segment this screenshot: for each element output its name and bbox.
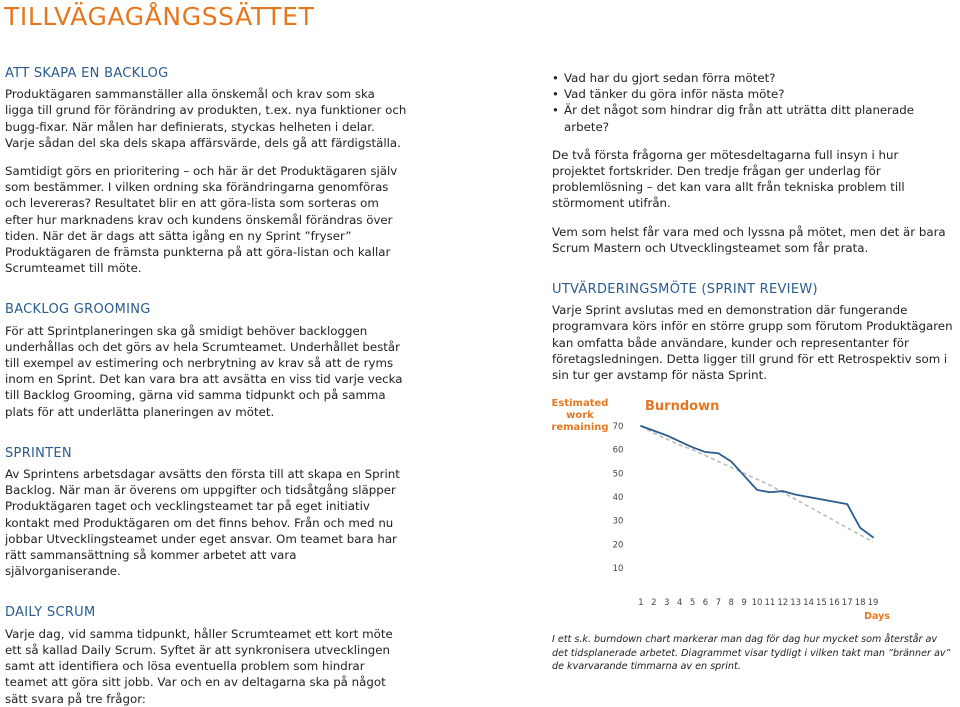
x-tick-label: 9 (741, 598, 747, 608)
y-tick-label: 10 (612, 564, 624, 574)
y-tick-label: 50 (612, 469, 624, 480)
sprinten-paragraph: Av Sprintens arbetsdagar avsätts den första till att skapa en Sprint Backlog. När man är överens om uppgifter och tidsåtgång släpper Produktägaren taget och vecklingsteamet tar på eget initiativ kontakt med Produktägaren om det finns behov. Från och med nu jobbar Utvecklingsteamet under eget ansvar. Om teamet bara har rätt sammansättning så kommer arbetet att vara självorganiserande. (5, 467, 400, 579)
y-tick-label: 30 (612, 516, 624, 527)
section-heading-review: UTVÄRDERINGSMÖTE (SPRINT REVIEW) (552, 282, 818, 298)
backlog-paragraph-1: Produktägaren sammanställer alla önskemål och krav som ska ligga till grund för förändring av produkten, t.ex. nya funktioner och bugg-fixar. När målen har definierats, styckas helheten i delar. Varje sådan del ska dels skapa affärsvärde, dels gå att färdigställa. (5, 87, 407, 150)
x-tick-label: 3 (664, 598, 670, 608)
section-heading-sprinten: SPRINTEN (5, 445, 72, 461)
y-axis-label: Estimated (551, 398, 609, 409)
x-tick-label: 14 (803, 598, 814, 608)
chart-caption: I ett s.k. burndown chart markerar man dag för dag hur mycket som återstår av det tidsplanerade arbetet. Diagrammet visar tydligt i vilken takt man ”bränner av” de kvarvarande timmarna av en sprint. (552, 634, 951, 672)
y-axis-label: remaining (551, 422, 609, 433)
burndown-chart-svg (550, 390, 955, 630)
x-tick-label: 7 (715, 598, 722, 608)
question-item: • Vad har du gjort sedan förra mötet? (552, 70, 954, 86)
page-title: TILLVÄGAGÅNGSSÄTTET (4, 2, 315, 31)
backlog-paragraph-2: Samtidigt görs en prioritering – och här är det Produktägaren själv som bestämmer. I vilken ordning ska förändringarna genomföras och levereras? Resultatet blir en att göra-lista som sorteras om efter hur marknadens krav och kundens önskemål förändras över tiden. När det är dags att sätta igång en ny Sprint ”fryser” Produktägaren de främsta punkterna på att göra-listan och kallar Scrumteamet till möte. (5, 164, 398, 276)
review-paragraph: Varje Sprint avslutas med en demonstration där fungerande programvara körs inför en större grupp som förutom Produktägaren kan omfatta både användare, kunder och representanter för företagsledningen. Detta ligger till grund för ett Retrospektiv som i sin tur ger avstamp för nästa Sprint. (552, 303, 953, 383)
daily-scrum-questions (552, 70, 954, 135)
y-axis-label: work (566, 410, 594, 421)
y-tick-label: 70 (612, 422, 624, 432)
y-tick-label: 20 (612, 540, 624, 551)
x-tick-label: 4 (676, 598, 683, 608)
x-tick-label: 15 (816, 598, 827, 608)
x-tick-label: 6 (702, 598, 709, 608)
x-tick-label: 2 (651, 598, 657, 608)
y-tick-label: 60 (612, 445, 624, 456)
x-tick-label: 5 (689, 598, 696, 608)
x-tick-label: 12 (777, 598, 789, 608)
grooming-paragraph: För att Sprintplaneringen ska gå smidigt behöver backloggen underhållas och det görs av hela Scrumteamet. Underhållet består till exempel av estimering och nerbrytning av krav så att de ryms inom en Sprint. Det kan vara bra att avsätta en viss tid varje vecka till Backlog Grooming, gärna vid samma tidpunkt och på samma plats för att underlätta planeringen av mötet. (5, 323, 403, 419)
x-tick-label: 19 (867, 598, 879, 608)
section-heading-daily-scrum: DAILY SCRUM (5, 605, 96, 621)
who-may-speak: Vem som helst får vara med och lyssna på mötet, men det är bara Scrum Mastern och Utvecklingsteamet som får prata. (552, 224, 946, 255)
x-tick-label: 11 (764, 598, 776, 608)
x-tick-label: 10 (751, 598, 763, 608)
daily-scrum-paragraph: Varje dag, vid samma tidpunkt, håller Scrumteamet ett kort möte ett så kallad Daily Scrum. Syftet är att synkronisera utvecklingen samt att identifiera och lösa eventuella problem som hindrar teamet att göra sitt jobb. Var och en av deltagarna ska på något sätt svara på tre frågor: (5, 626, 393, 706)
x-tick-label: 18 (854, 598, 866, 608)
x-tick-label: 16 (828, 598, 840, 608)
y-tick-label: 40 (612, 493, 624, 503)
x-tick-label: 8 (728, 598, 734, 608)
question-item: • Vad tänker du göra inför nästa möte? (552, 86, 954, 102)
x-tick-label: 17 (841, 598, 853, 608)
x-axis-label: Days (864, 611, 890, 622)
chart-title: Burndown (645, 399, 720, 414)
left-column (5, 66, 407, 707)
question-item: • Är det något som hindrar dig från att uträtta ditt planerade arbete? (552, 102, 954, 134)
section-heading-backlog: ATT SKAPA EN BACKLOG (5, 66, 169, 81)
right-column (552, 70, 954, 383)
x-tick-label: 1 (638, 598, 644, 608)
questions-explanation: De två första frågorna ger mötesdeltagarna full insyn i hur projektet fortskrider. Den tredje frågan ger underlag för problemlösning – det kan vara allt från tekniska problem till störmoment utifrån. (552, 147, 905, 211)
ideal-burndown-line (641, 426, 873, 542)
section-heading-grooming: BACKLOG GROOMING (5, 302, 151, 318)
x-tick-label: 13 (790, 598, 802, 608)
burndown-chart (550, 390, 955, 630)
